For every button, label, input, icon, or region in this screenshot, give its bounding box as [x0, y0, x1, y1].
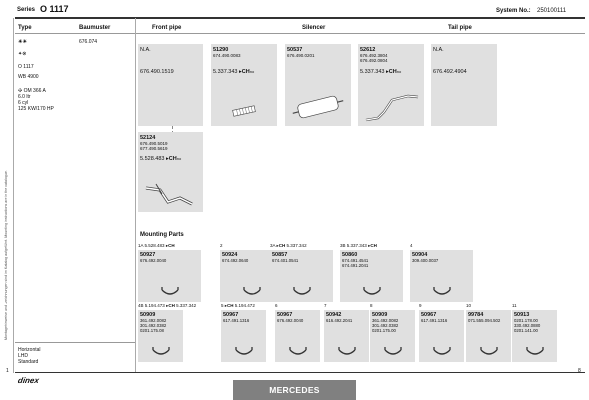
ch-mark: CH	[241, 69, 250, 75]
clamp-icon	[159, 284, 181, 298]
series-value: O 1117	[40, 4, 69, 14]
make-logo-icon: ☀☀	[18, 39, 27, 45]
part-number: 52612	[360, 47, 376, 53]
part-ref: 676.490.5019	[140, 141, 168, 146]
mount-ref: 361.492.0082	[372, 318, 399, 323]
mount-qty: 3B	[340, 243, 346, 248]
type-label: Type	[18, 25, 32, 31]
note-code: 5.337.343	[360, 69, 385, 75]
brand-logo: dinex	[17, 376, 40, 385]
mount-ref: 676.492.0040	[140, 258, 167, 263]
mount-ref: 674.401.0541	[272, 258, 299, 263]
clamp-icon	[287, 344, 309, 358]
mount-qty: 10	[466, 303, 472, 308]
mount-pre: 5.337.343	[346, 243, 367, 248]
mount-ref: 301.492.0382	[372, 323, 399, 328]
part-ref: 674.490.0083	[213, 53, 241, 58]
mount-ref: 674.491.2041	[342, 263, 369, 268]
part-card-50537[interactable]	[285, 44, 351, 126]
mount-ref: 617.491.1316	[223, 318, 250, 323]
orientation: Horizontal	[18, 347, 41, 353]
clamp-icon	[382, 344, 404, 358]
mount-qty: 11	[512, 303, 517, 308]
arrow-icon: ▸	[223, 303, 228, 308]
part-card-52612[interactable]	[358, 44, 424, 126]
part-note: 676.490.1519	[140, 69, 174, 75]
mount-ref: 674.492.0640	[222, 258, 249, 263]
mount-ref: 301.492.0382	[140, 323, 167, 328]
left-column-divider	[135, 18, 136, 373]
mount-ref: 071.555.094.502	[468, 318, 501, 323]
arrow-icon: ▸	[164, 303, 169, 308]
mount-ref: 361.492.0082	[140, 318, 167, 323]
part-note: 676.492.4904	[433, 69, 467, 75]
mount-card[interactable]	[138, 250, 201, 302]
mount-caption	[410, 243, 413, 249]
clamp-icon	[361, 284, 383, 298]
mount-ref: 330.492.0880	[514, 323, 541, 328]
mount-qty: 2	[220, 243, 223, 248]
mount-ref: 309.400.0037	[412, 258, 439, 263]
system-value: 250100111	[537, 8, 567, 14]
part-number: 50537	[287, 47, 303, 53]
left-border	[13, 18, 14, 373]
type-rule	[15, 33, 135, 34]
mount-number: 50909	[140, 312, 156, 318]
variant: Standard	[18, 359, 39, 365]
mount-qty: 9	[419, 303, 422, 308]
part-ref: 676.492.0804	[360, 58, 388, 63]
mount-qty: 4	[410, 243, 413, 248]
side-note: Montagehinweise und -zeichnungen sind im Katalog aufgeführt. Mounting instructions are in the catalogue.	[4, 170, 8, 340]
mount-card[interactable]	[466, 310, 511, 362]
mount-card[interactable]	[270, 250, 333, 302]
mount-card[interactable]	[221, 310, 266, 362]
mount-qty: 1A	[138, 243, 144, 248]
system-label: System No.:	[496, 8, 531, 14]
mount-number: 50909	[372, 312, 388, 318]
mount-number: 50913	[514, 312, 530, 318]
arrow-icon: ▸	[166, 156, 169, 162]
front-pipe-header: Front pipe	[152, 25, 182, 31]
engine-icon: ✣	[18, 88, 24, 94]
mount-post: 5.194.472	[234, 303, 255, 308]
flex-pipe-icon	[231, 104, 257, 118]
mount-qty: 8	[370, 303, 373, 308]
clamp-icon	[233, 344, 255, 358]
part-note	[360, 69, 401, 75]
arrow-icon: ▸	[239, 69, 242, 75]
mount-number: 99784	[468, 312, 484, 318]
baumuster-label: Baumuster	[79, 25, 111, 31]
mount-caption	[221, 303, 255, 309]
mount-caption	[275, 303, 278, 309]
no-icon: no	[396, 69, 402, 74]
cylinders: 6 cyl	[18, 100, 29, 106]
drive-side: LHD	[18, 353, 29, 359]
mount-ref: 674.491.4541	[342, 258, 369, 263]
page-left: 1	[6, 368, 9, 374]
wheelbase: WB 4900	[18, 74, 39, 80]
tail-pipe-icon	[362, 88, 422, 124]
model-icon: ✦⊗	[18, 51, 27, 57]
mount-card[interactable]	[340, 250, 403, 302]
mount-number: 50967	[223, 312, 239, 318]
mount-number: 50967	[421, 312, 437, 318]
ch-mark: CH	[388, 69, 397, 75]
silencer-header: Silencer	[302, 25, 326, 31]
part-number: 51290	[213, 47, 229, 53]
sections-rule	[136, 33, 585, 34]
clamp-icon	[241, 284, 263, 298]
clamp-icon	[291, 284, 313, 298]
mount-qty: 5	[221, 303, 224, 308]
clamp-icon	[431, 284, 453, 298]
header-rule	[15, 17, 585, 19]
mount-ref: 0201.141.00	[514, 328, 538, 333]
mount-pre: 5.194.473	[144, 303, 165, 308]
clamp-icon	[524, 344, 546, 358]
part-card-51290[interactable]	[211, 44, 277, 126]
note-code: 5.337.343	[213, 69, 238, 75]
mount-caption	[138, 243, 175, 249]
part-number: N.A.	[140, 47, 151, 53]
note-code: 5.528.483	[140, 156, 165, 162]
footer-rule	[15, 372, 585, 373]
mount-ref: 617.491.1316	[421, 318, 448, 323]
no-icon: no	[176, 156, 182, 161]
model: O 1117	[18, 64, 34, 70]
part-card-52124[interactable]	[138, 132, 203, 212]
ch-mark: CH	[227, 303, 234, 308]
mount-caption	[220, 243, 223, 249]
mount-card[interactable]	[410, 250, 473, 302]
side-note-wrap	[3, 20, 11, 350]
front-pipe-icon	[142, 180, 200, 210]
no-icon: no	[249, 69, 255, 74]
arrow-icon: ▸	[386, 69, 389, 75]
mount-qty: 7	[324, 303, 327, 308]
mount-caption	[419, 303, 422, 309]
part-card-front-pipe-na[interactable]	[138, 44, 203, 126]
mounting-parts-header: Mounting Parts	[140, 232, 184, 238]
part-note	[140, 156, 181, 162]
mount-pre: 5.528.483	[144, 243, 165, 248]
engine-code: OM 366 A	[23, 88, 46, 94]
mount-caption	[138, 303, 196, 309]
part-number: N.A.	[433, 47, 444, 53]
make-name: MERCEDES	[269, 385, 320, 395]
mount-ref: 0201.175.00	[372, 328, 396, 333]
baumuster-value: 676.074	[79, 39, 98, 45]
mount-post: 5.337.342	[286, 243, 307, 248]
ch-mark: CH	[168, 156, 177, 162]
mount-ref: 0201.178.00	[514, 318, 538, 323]
clamp-icon	[150, 344, 172, 358]
mount-card[interactable]	[512, 310, 557, 362]
mount-number: 50942	[326, 312, 342, 318]
ch-mark: CH	[278, 243, 286, 248]
mount-number: 50927	[140, 252, 156, 258]
mount-number: 50967	[277, 312, 293, 318]
arrow-icon: ▸	[275, 243, 279, 248]
mount-caption	[324, 303, 327, 309]
mount-qty: 3A	[270, 243, 276, 248]
tail-pipe-header: Tail pipe	[448, 25, 472, 31]
ch-mark: CH	[168, 303, 175, 308]
series-label: Series	[17, 7, 36, 13]
part-number: 52124	[140, 135, 156, 141]
mount-number: 50904	[412, 252, 428, 258]
part-ref: 676.492.3804	[360, 53, 388, 58]
mount-card[interactable]	[370, 310, 415, 362]
mount-post: 5.337.342	[176, 303, 197, 308]
mount-ref: 616.492.2041	[326, 318, 353, 323]
mount-card[interactable]	[324, 310, 369, 362]
part-card-tail-pipe-na[interactable]	[431, 44, 497, 126]
clamp-icon	[336, 344, 358, 358]
part-note	[213, 69, 254, 75]
make-banner	[233, 380, 356, 400]
displacement: 6.0 ltr	[18, 94, 31, 100]
mount-caption	[270, 243, 307, 249]
footer-left-rule	[15, 342, 135, 343]
mount-caption	[466, 303, 471, 309]
mount-number: 50860	[342, 252, 358, 258]
mount-card[interactable]	[419, 310, 464, 362]
clamp-icon	[431, 344, 453, 358]
part-ref: 676.490.0201	[287, 53, 315, 58]
mount-qty: 6	[275, 303, 278, 308]
mount-caption	[370, 303, 373, 309]
arrow-icon: ▸	[366, 243, 371, 248]
ch-mark: CH	[370, 243, 377, 248]
part-ref: 677.490.5619	[140, 146, 168, 151]
mount-number: 50924	[222, 252, 238, 258]
ch-mark: CH	[168, 243, 175, 248]
mount-ref: 0201.175.08	[140, 328, 164, 333]
mount-number: 50857	[272, 252, 288, 258]
mount-caption	[512, 303, 517, 309]
mount-card[interactable]	[275, 310, 320, 362]
page-right: 8	[578, 368, 581, 374]
arrow-icon: ▸	[164, 243, 169, 248]
silencer-icon	[290, 92, 346, 122]
mount-qty: 4B	[138, 303, 144, 308]
mount-card[interactable]	[138, 310, 183, 362]
mount-caption	[340, 243, 377, 249]
power: 125 KW/170 HP	[18, 106, 54, 112]
mount-ref: 676.492.0040	[277, 318, 304, 323]
clamp-icon	[478, 344, 500, 358]
